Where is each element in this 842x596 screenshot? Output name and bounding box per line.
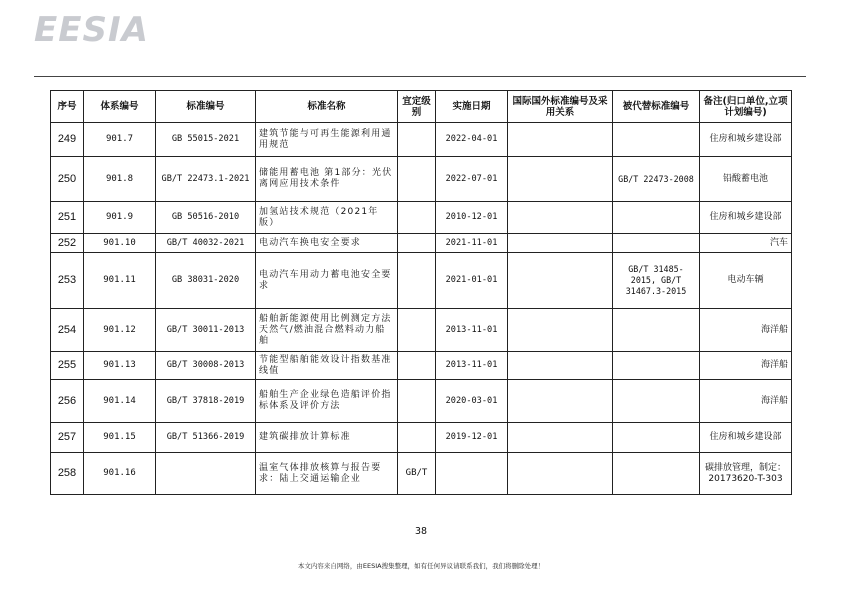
cell-seq: 255 bbox=[51, 352, 84, 380]
col-header: 序号 bbox=[51, 91, 84, 123]
cell-standard-code: GB/T 30008-2013 bbox=[156, 352, 256, 380]
cell-replaced bbox=[613, 380, 700, 423]
cell-intl bbox=[508, 423, 613, 453]
cell-standard-code: GB/T 37818-2019 bbox=[156, 380, 256, 423]
cell-standard-name: 船舶新能源使用比例测定方法 天然气/燃油混合燃料动力船舶 bbox=[256, 309, 398, 352]
cell-intl bbox=[508, 157, 613, 202]
cell-standard-code: GB/T 51366-2019 bbox=[156, 423, 256, 453]
cell-note: 碳排放管理，制定：20173620-T-303 bbox=[700, 453, 792, 495]
eesia-logo: EESIA bbox=[34, 10, 149, 50]
cell-standard-code: GB 38031-2020 bbox=[156, 253, 256, 309]
cell-seq: 251 bbox=[51, 202, 84, 234]
cell-system-number: 901.14 bbox=[84, 380, 156, 423]
cell-standard-code: GB 55015-2021 bbox=[156, 123, 256, 157]
cell-standard-code: GB/T 30011-2013 bbox=[156, 309, 256, 352]
cell-system-number: 901.9 bbox=[84, 202, 156, 234]
cell-date: 2010-12-01 bbox=[436, 202, 508, 234]
cell-level bbox=[398, 234, 436, 253]
cell-intl bbox=[508, 253, 613, 309]
cell-intl bbox=[508, 352, 613, 380]
cell-seq: 258 bbox=[51, 453, 84, 495]
col-header: 标准名称 bbox=[256, 91, 398, 123]
cell-seq: 254 bbox=[51, 309, 84, 352]
cell-seq: 249 bbox=[51, 123, 84, 157]
cell-seq: 250 bbox=[51, 157, 84, 202]
table-row bbox=[51, 423, 792, 453]
cell-date: 2022-04-01 bbox=[436, 123, 508, 157]
cell-date: 2019-12-01 bbox=[436, 423, 508, 453]
cell-standard-code: GB 50516-2010 bbox=[156, 202, 256, 234]
table-row bbox=[51, 157, 792, 202]
cell-standard-code: GB/T 22473.1-2021 bbox=[156, 157, 256, 202]
cell-intl bbox=[508, 453, 613, 495]
table-row bbox=[51, 380, 792, 423]
cell-replaced bbox=[613, 423, 700, 453]
page-number: 38 bbox=[414, 526, 428, 537]
cell-standard-code bbox=[156, 453, 256, 495]
cell-level bbox=[398, 202, 436, 234]
cell-level bbox=[398, 253, 436, 309]
table-row bbox=[51, 123, 792, 157]
cell-system-number: 901.13 bbox=[84, 352, 156, 380]
cell-note: 住房和城乡建设部 bbox=[700, 423, 792, 453]
cell-note: 铅酸蓄电池 bbox=[700, 157, 792, 202]
header-rule bbox=[34, 76, 806, 77]
cell-system-number: 901.8 bbox=[84, 157, 156, 202]
col-header: 被代替标准编号 bbox=[613, 91, 700, 123]
footer-disclaimer: 本文内容来自网络，由EESIA搜集整理，如有任何异议请联系我们，我们将删除处理！ bbox=[297, 562, 545, 570]
cell-replaced: GB/T 31485-2015, GB/T 31467.3-2015 bbox=[613, 253, 700, 309]
cell-intl bbox=[508, 309, 613, 352]
cell-system-number: 901.7 bbox=[84, 123, 156, 157]
col-header: 备注(归口单位,立项计划编号) bbox=[700, 91, 792, 123]
cell-standard-name: 加氢站技术规范（2021年版） bbox=[256, 202, 398, 234]
cell-replaced bbox=[613, 352, 700, 380]
header-row bbox=[51, 91, 792, 123]
cell-intl bbox=[508, 234, 613, 253]
table-row bbox=[51, 234, 792, 253]
cell-date: 2020-03-01 bbox=[436, 380, 508, 423]
cell-date: 2021-11-01 bbox=[436, 234, 508, 253]
standards-table bbox=[50, 90, 792, 495]
cell-replaced bbox=[613, 309, 700, 352]
cell-level bbox=[398, 352, 436, 380]
cell-seq: 256 bbox=[51, 380, 84, 423]
table-row bbox=[51, 453, 792, 495]
cell-level bbox=[398, 380, 436, 423]
cell-standard-name: 电动汽车用动力蓄电池安全要求 bbox=[256, 253, 398, 309]
cell-standard-name: 节能型船舶能效设计指数基准线值 bbox=[256, 352, 398, 380]
cell-date bbox=[436, 453, 508, 495]
cell-standard-name: 电动汽车换电安全要求 bbox=[256, 234, 398, 253]
col-header: 实施日期 bbox=[436, 91, 508, 123]
cell-standard-code: GB/T 40032-2021 bbox=[156, 234, 256, 253]
cell-date: 2013-11-01 bbox=[436, 352, 508, 380]
table-row bbox=[51, 253, 792, 309]
cell-replaced bbox=[613, 202, 700, 234]
cell-level bbox=[398, 157, 436, 202]
cell-note: 电动车辆 bbox=[700, 253, 792, 309]
cell-level: GB/T bbox=[398, 453, 436, 495]
cell-system-number: 901.10 bbox=[84, 234, 156, 253]
cell-date: 2021-01-01 bbox=[436, 253, 508, 309]
cell-standard-name: 温室气体排放核算与报告要求：陆上交通运输企业 bbox=[256, 453, 398, 495]
cell-replaced bbox=[613, 453, 700, 495]
cell-standard-name: 船舶生产企业绿色造船评价指标体系及评价方法 bbox=[256, 380, 398, 423]
cell-level bbox=[398, 309, 436, 352]
cell-standard-name: 储能用蓄电池 第1部分：光伏离网应用技术条件 bbox=[256, 157, 398, 202]
cell-level bbox=[398, 123, 436, 157]
cell-seq: 253 bbox=[51, 253, 84, 309]
cell-note: 海洋船 bbox=[700, 309, 792, 352]
cell-date: 2022-07-01 bbox=[436, 157, 508, 202]
cell-note: 汽车 bbox=[700, 234, 792, 253]
cell-replaced bbox=[613, 234, 700, 253]
col-header: 宜定级别 bbox=[398, 91, 436, 123]
cell-system-number: 901.15 bbox=[84, 423, 156, 453]
cell-standard-name: 建筑节能与可再生能源利用通用规范 bbox=[256, 123, 398, 157]
cell-date: 2013-11-01 bbox=[436, 309, 508, 352]
cell-note: 海洋船 bbox=[700, 380, 792, 423]
cell-standard-name: 建筑碳排放计算标准 bbox=[256, 423, 398, 453]
cell-seq: 252 bbox=[51, 234, 84, 253]
cell-intl bbox=[508, 380, 613, 423]
cell-intl bbox=[508, 202, 613, 234]
cell-note: 住房和城乡建设部 bbox=[700, 123, 792, 157]
table-row bbox=[51, 352, 792, 380]
cell-system-number: 901.12 bbox=[84, 309, 156, 352]
cell-replaced bbox=[613, 123, 700, 157]
col-header: 体系编号 bbox=[84, 91, 156, 123]
cell-note: 海洋船 bbox=[700, 352, 792, 380]
cell-seq: 257 bbox=[51, 423, 84, 453]
cell-system-number: 901.11 bbox=[84, 253, 156, 309]
col-header: 国际国外标准编号及采用关系 bbox=[508, 91, 613, 123]
table-row bbox=[51, 309, 792, 352]
table-row bbox=[51, 202, 792, 234]
cell-system-number: 901.16 bbox=[84, 453, 156, 495]
cell-intl bbox=[508, 123, 613, 157]
cell-level bbox=[398, 423, 436, 453]
col-header: 标准编号 bbox=[156, 91, 256, 123]
cell-note: 住房和城乡建设部 bbox=[700, 202, 792, 234]
cell-replaced: GB/T 22473-2008 bbox=[613, 157, 700, 202]
